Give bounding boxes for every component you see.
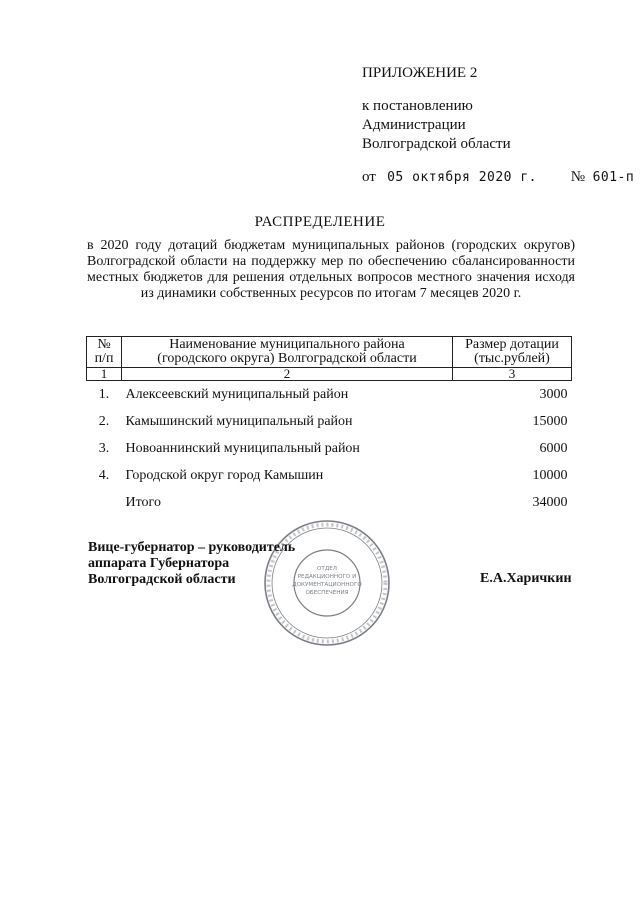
table-header-row — [87, 337, 572, 368]
row-name: Новоаннинский муниципальный район — [125, 440, 360, 456]
header-num-line-1: № — [97, 337, 111, 352]
appendix-date-line — [362, 168, 634, 187]
header-name — [122, 337, 453, 368]
appendix-line-2: Администрации — [362, 117, 466, 133]
header-amount-line-1: Размер дотации — [465, 337, 559, 352]
stamp-text-line-1: ОТДЕЛ — [317, 566, 337, 572]
row-amount: 6000 — [539, 440, 568, 456]
row-amount: 10000 — [532, 467, 568, 483]
document-subtitle: в 2020 году дотаций бюджетам муниципальных районов (городских округов) Волгоградской области на поддержку мер по обеспечению сбалансированности местных бюджетов для решения отдельных вопросов местного значения исходя из динамики собственных ресурсов по итогам 7 месяцев 2020 г. — [87, 238, 575, 301]
header-name-line-1: Наименование муниципального района — [169, 337, 405, 352]
date-prefix: от — [362, 169, 376, 185]
table-row — [87, 435, 572, 462]
resolution-number: 601-п — [592, 170, 635, 185]
row-name: Алексеевский муниципальный район — [125, 386, 349, 402]
signer-position-line-2: аппарата Губернатора — [88, 556, 230, 571]
row-number: 4. — [98, 467, 110, 483]
row-number: 3. — [98, 440, 110, 456]
signer-position-line-1: Вице-губернатор – руководитель — [88, 540, 296, 555]
column-number-row — [87, 368, 572, 381]
signer-name: Е.А.Харичкин — [480, 571, 572, 586]
total-row — [87, 489, 572, 516]
header-num — [87, 337, 122, 368]
header-name-line-2: (городского округа) Волгоградской области — [157, 351, 417, 366]
document-title: РАСПРЕДЕЛЕНИЕ — [254, 214, 386, 230]
appendix-title: ПРИЛОЖЕНИЕ 2 — [362, 65, 478, 81]
column-number: 2 — [122, 368, 453, 381]
stamp-text-line-3: ДОКУМЕНТАЦИОННОГО — [292, 582, 362, 588]
total-label: Итого — [125, 494, 161, 510]
distribution-table — [86, 336, 572, 516]
column-number: 1 — [87, 368, 122, 381]
stamp-text-line-4: ОБЕСПЕЧЕНИЯ — [305, 590, 349, 596]
total-number-cell — [87, 489, 122, 516]
table-row — [87, 408, 572, 435]
table-row — [87, 462, 572, 489]
row-number: 2. — [98, 413, 110, 429]
header-amount-line-2: (тыс.рублей) — [474, 351, 550, 366]
signer-position — [88, 540, 295, 588]
row-name: Городской округ город Камышин — [125, 467, 324, 483]
resolution-date: 05 октября 2020 г. — [387, 170, 537, 185]
number-prefix: № — [570, 169, 586, 185]
row-amount: 15000 — [532, 413, 568, 429]
stamp-text-line-2: РЕДАКЦИОННОГО И — [297, 574, 357, 580]
column-number: 3 — [453, 368, 572, 381]
total-amount: 34000 — [532, 494, 568, 510]
row-name: Камышинский муниципальный район — [125, 413, 353, 429]
appendix-line-1: к постановлению — [362, 98, 473, 114]
header-amount — [453, 337, 572, 368]
row-amount: 3000 — [539, 386, 568, 402]
appendix-header — [362, 64, 634, 187]
signer-position-line-3: Волгоградской области — [88, 572, 236, 587]
row-number: 1. — [98, 386, 110, 402]
table-row — [87, 381, 572, 409]
appendix-line-3: Волгоградской области — [362, 136, 511, 152]
header-num-line-2: п/п — [94, 351, 114, 366]
